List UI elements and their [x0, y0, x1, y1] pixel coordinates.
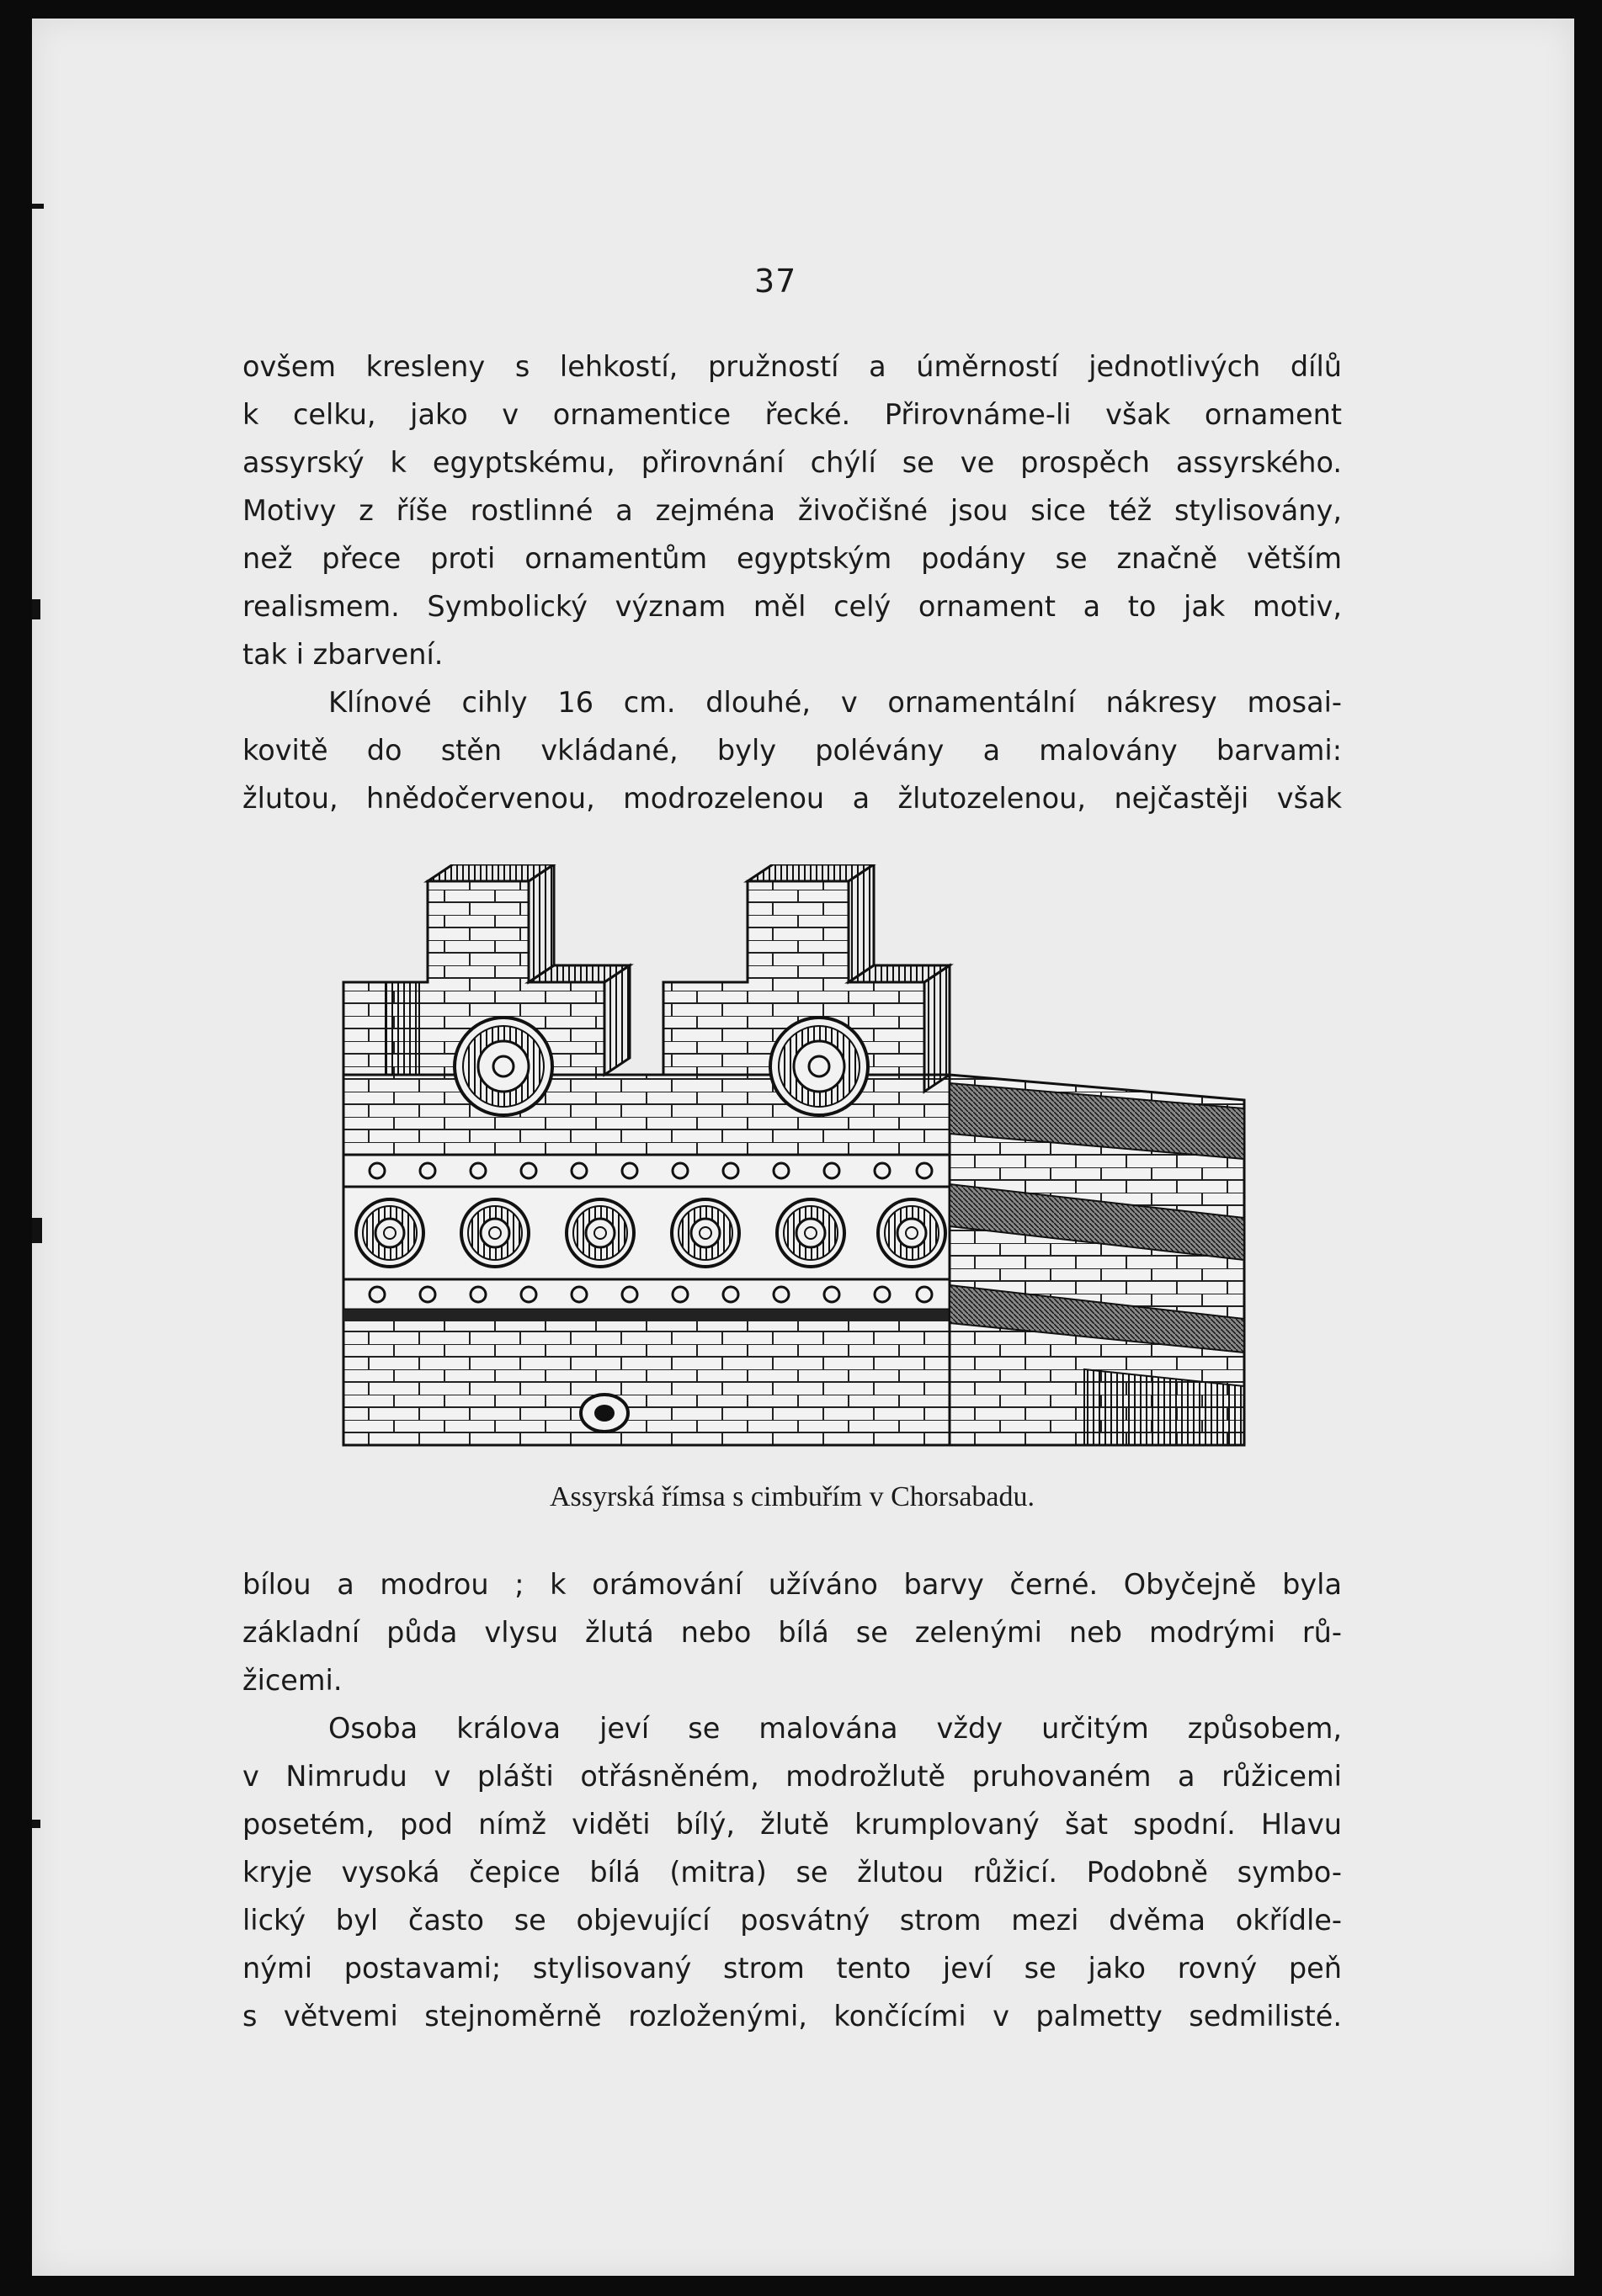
bottom-paragraph	[242, 1560, 1342, 1704]
text-line: žlutou, hnědočervenou, modrozelenou a žlutozelenou, nejčastěji však	[242, 782, 1342, 815]
text-line: posetém, pod nímž viděti bílý, žlutě krumplovaný šat spodní. Hlavu	[242, 1808, 1342, 1841]
text-line: assyrský k egyptskému, přirovnání chýlí se ve prospěch assyrského.	[242, 446, 1342, 479]
text-line: Motivy z říše rostlinné a zejména živočišné jsou sice též stylisovány,	[242, 494, 1342, 527]
text-line: Osoba králova jeví se malována vždy určitým způsobem,	[328, 1712, 1342, 1745]
second-paragraph	[242, 678, 1342, 822]
page-edge-mark	[32, 599, 40, 619]
page-edge-mark	[32, 1820, 40, 1828]
text-line: s větvemi stejnoměrně rozloženými, končícími v palmetty sedmilisté.	[242, 2000, 1342, 2033]
page-edge-mark	[32, 204, 44, 209]
text-line: bílou a modrou ; k orámování užíváno barvy černé. Obyčejně byla	[242, 1568, 1342, 1601]
text-line: kryje vysoká čepice bílá (mitra) se žlutou růžicí. Podobně symbo-	[242, 1856, 1342, 1889]
page-edge-mark	[32, 1218, 42, 1243]
text-line: Klínové cihly 16 cm. dlouhé, v ornamentální nákresy mosai-	[328, 686, 1342, 719]
text-line: tak i zbarvení.	[242, 638, 444, 671]
figure-caption: Assyrská římsa s cimbuřím v Chorsabadu.	[549, 1481, 1035, 1512]
top-paragraph	[242, 343, 1342, 678]
text-line: lický byl často se objevující posvátný strom mezi dvěma okřídle-	[242, 1904, 1342, 1937]
text-line: ovšem kresleny s lehkostí, pružností a úměrností jednotlivých dílů	[242, 350, 1342, 383]
text-line: v Nimrudu v plášti otřásněném, modrožlutě pruhovaném a růžicemi	[242, 1760, 1342, 1793]
text-line: k celku, jako v ornamentice řecké. Přirovnáme-li však ornament	[242, 398, 1342, 431]
page-number: 37	[754, 263, 797, 300]
book-page	[32, 19, 1574, 2276]
text-line: nými postavami; stylisovaný strom tento jeví se jako rovný peň	[242, 1952, 1342, 1985]
text-line: kovitě do stěn vkládané, byly polévány a malovány barvami:	[242, 734, 1342, 767]
text-line: základní půda vlysu žlutá nebo bílá se zelenými neb modrými rů-	[242, 1616, 1342, 1649]
cornice-illustration	[327, 864, 1261, 1458]
text-line: žicemi.	[242, 1664, 343, 1697]
last-paragraph	[242, 1704, 1342, 2040]
text-line: než přece proti ornamentům egyptským podány se značně větším	[242, 542, 1342, 575]
text-line: realismem. Symbolický význam měl celý ornament a to jak motiv,	[242, 590, 1342, 623]
